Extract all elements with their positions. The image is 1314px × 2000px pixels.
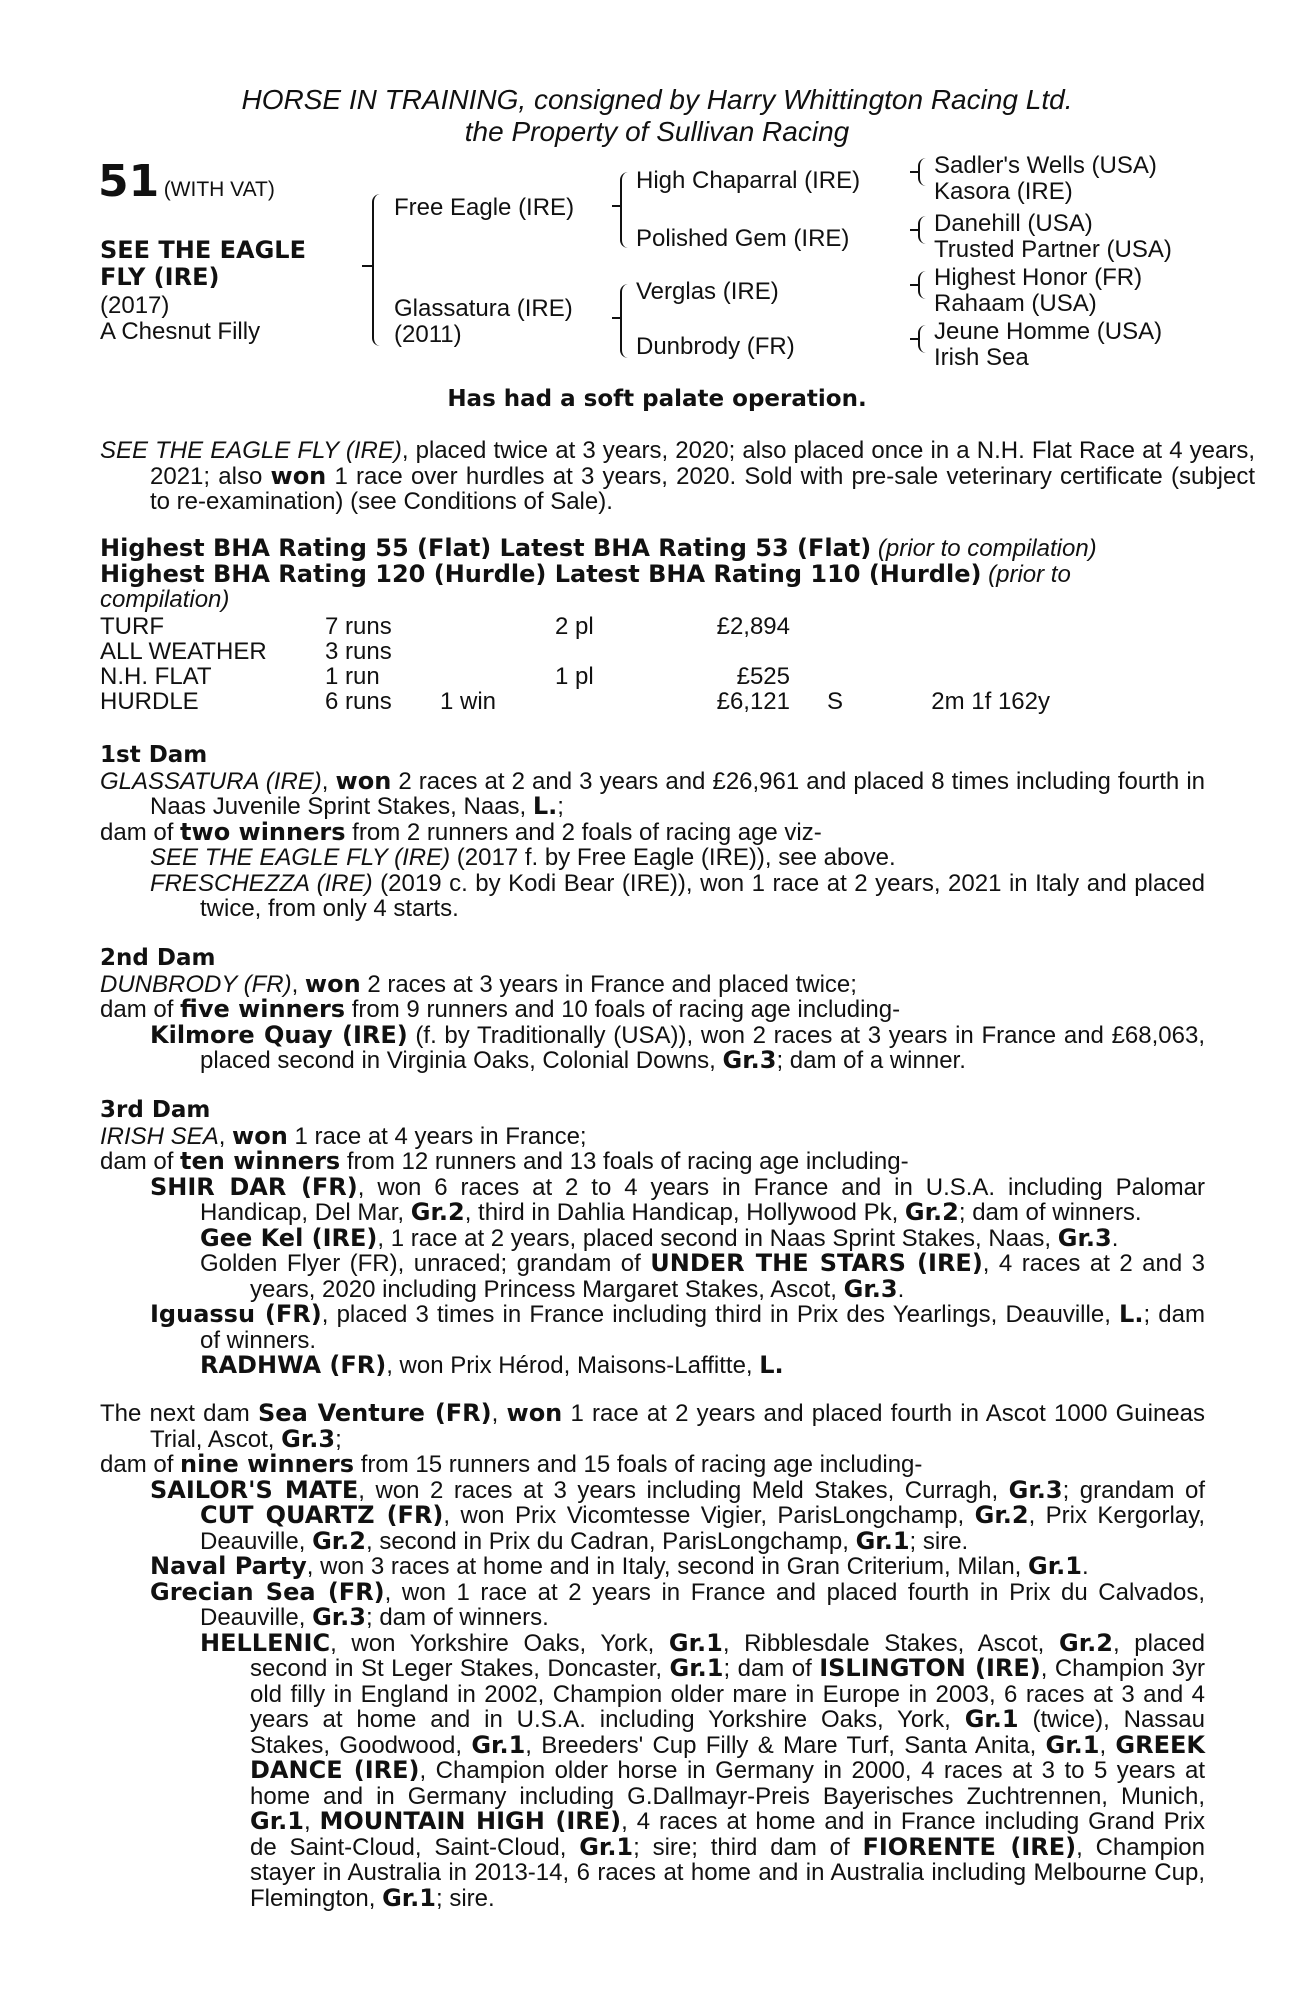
text: dam of	[100, 996, 181, 1023]
foal-text: ,	[303, 1808, 320, 1835]
won-label: won	[506, 1399, 563, 1427]
foal-text: ; sire.	[909, 1527, 969, 1555]
vet-note: Has had a soft palate operation.	[447, 386, 867, 412]
foal-name: UNDER THE STARS (IRE)	[650, 1249, 983, 1277]
performance-row	[100, 614, 1050, 639]
performance-row	[100, 664, 1050, 689]
perf-distance	[880, 664, 1050, 689]
foal-text: , won 2 races at 3 years including Meld Stakes, Curragh,	[358, 1476, 1009, 1504]
dam-brace	[620, 318, 629, 358]
winners-count: nine winners	[180, 1450, 355, 1478]
perf-wins	[440, 639, 555, 664]
hurdle-rating	[100, 559, 1205, 613]
gen3-4: Trusted Partner (USA)	[934, 236, 1172, 263]
foal-text: ; dam of winners.	[366, 1604, 549, 1631]
second-dam-record: DUNBRODY (FR), won 2 races at 3 years in France and placed twice;	[100, 969, 857, 998]
perf-runs: 1 run	[325, 663, 380, 690]
performance-row	[100, 639, 1050, 664]
foal-text: , Breeders' Cup Filly & Mare Turf, Santa Anita,	[525, 1731, 1046, 1759]
grade: Gr.1	[382, 1883, 436, 1912]
gen3-5: Highest Honor (FR)	[934, 264, 1143, 291]
grade: Gr.2	[410, 1198, 465, 1226]
winners-count: ten winners	[180, 1147, 341, 1175]
second-dam-section	[100, 946, 1205, 1074]
perf-earnings: £6,121	[716, 688, 790, 715]
perf-race-type: TURF	[100, 613, 164, 640]
foal-text: , 1 race at 2 years, placed second in Naas Sprint Stakes, Naas,	[377, 1224, 1058, 1252]
foal-text: , won Yorkshire Oaks, York,	[330, 1629, 669, 1657]
grade: Gr.3	[843, 1274, 898, 1303]
grade: Gr.2	[312, 1526, 366, 1555]
first-dam-heading: 1st Dam	[100, 742, 208, 768]
foal-text: ; dam of	[723, 1655, 820, 1682]
horse-description: A Chesnut Filly	[100, 318, 261, 345]
foal-name: HELLENIC	[200, 1628, 331, 1657]
punct: .	[1111, 1224, 1119, 1252]
punct: ;	[557, 793, 564, 820]
horse-name-line2: FLY (IRE)	[100, 263, 220, 291]
dam-text: 2 races at 3 years in France and placed twice;	[360, 970, 857, 998]
grade: Gr.1	[1028, 1552, 1082, 1580]
punct: .	[1081, 1553, 1089, 1580]
foal-name: SAILOR'S MATE	[150, 1475, 359, 1504]
foal-text: ,	[1099, 1731, 1116, 1759]
text: from 12 runners and 13 foals of racing age including-	[340, 1148, 909, 1175]
third-dam-heading: 3rd Dam	[100, 1097, 211, 1123]
text: from 15 runners and 15 foals of racing age including-	[354, 1451, 923, 1478]
g-brace	[918, 158, 926, 172]
foal-text: , Champion stayer in Australia in 2013-14, 6 races at home and in Australia including Melbourne Cup, Flemington,	[250, 1833, 1205, 1912]
perf-placed	[555, 639, 695, 664]
flat-rating-text: Highest BHA Rating 55 (Flat) Latest BHA Rating 53 (Flat)	[100, 534, 872, 562]
grade: Gr.1	[964, 1705, 1019, 1733]
grade: Gr.1	[250, 1807, 304, 1835]
produce-item	[100, 845, 1205, 871]
punct: ,	[491, 1400, 507, 1427]
text: dam of	[100, 1148, 181, 1175]
sire-brace	[612, 205, 620, 207]
grade: Gr.1	[1045, 1730, 1100, 1759]
g-brace	[910, 338, 918, 340]
first-dam-record: GLASSATURA (IRE), won 2 races at 2 and 3 years and £26,961 and placed 8 times including fourth in Naas Juvenile Sprint Stakes, Naas, L.;	[100, 766, 1205, 820]
pedigree-brace	[362, 265, 372, 267]
dam: Glassatura (IRE)	[394, 295, 573, 322]
third-dam-section	[100, 1098, 1205, 1379]
perf-placed	[555, 689, 695, 714]
sire-brace	[620, 206, 629, 248]
foal-text: , placed 3 times in France including third in Prix des Yearlings, Deauville,	[321, 1301, 1120, 1328]
foal-name: FRESCHEZZA (IRE)	[150, 869, 373, 897]
text: from 9 runners and 10 foals of racing age including-	[345, 996, 901, 1023]
g-brace	[918, 285, 926, 299]
third-dam-produce	[100, 1149, 1205, 1175]
grade: Gr.2	[904, 1198, 959, 1226]
second-dam-heading: 2nd Dam	[100, 945, 216, 971]
grade: Gr.3	[281, 1424, 336, 1453]
perf-race-type: HURDLE	[100, 688, 199, 715]
produce-item	[100, 1251, 1205, 1302]
winners-count: five winners	[180, 995, 346, 1023]
produce-item	[100, 1577, 1206, 1631]
g-brace	[918, 230, 926, 244]
summary-text: , placed twice at 3 years, 2020; also placed once in a N.H. Flat Race at 4 years, 2021; also	[150, 437, 1255, 490]
foal-text: , third in Dahlia Handicap, Hollywood Pk,	[464, 1199, 905, 1226]
grade: Gr.3	[722, 1046, 777, 1074]
next-dam-produce	[100, 1452, 1205, 1478]
foal-text: ; sire; third dam of	[633, 1833, 863, 1861]
rating-note: (prior to compilation)	[100, 560, 1071, 613]
pedigree-brace	[372, 270, 382, 346]
perf-earnings: £2,894	[716, 613, 790, 640]
foal-text: (f. by Traditionally (USA)), won 2 races at 3 years in France and £68,063, placed second in Virginia Oaks, Colonial Downs,	[200, 1021, 1205, 1074]
foal-text: , Prix Kergorlay, Deauville,	[200, 1502, 1206, 1555]
foal-name: MOUNTAIN HIGH (IRE)	[319, 1807, 622, 1835]
first-dam-produce	[100, 817, 1205, 846]
perf-placed: 1 pl	[555, 663, 594, 690]
gen3-8: Irish Sea	[934, 344, 1029, 371]
dam-name: IRISH SEA	[100, 1122, 219, 1150]
perf-going	[790, 664, 880, 689]
produce-item	[100, 1302, 1205, 1353]
perf-race-type: ALL WEATHER	[100, 638, 267, 665]
text: dam of	[100, 818, 181, 846]
vat-label: (WITH VAT)	[163, 178, 275, 201]
perf-going	[790, 614, 880, 639]
produce-item	[100, 1172, 1206, 1226]
perf-distance	[880, 614, 1050, 639]
performance-row	[100, 689, 1050, 714]
foal-text: Golden Flyer (FR), unraced; grandam of	[200, 1250, 651, 1277]
g-brace	[910, 229, 918, 231]
foal-name: Grecian Sea (FR)	[150, 1577, 385, 1606]
performance-table	[100, 614, 1050, 714]
g-brace	[918, 271, 926, 285]
foal-text: (2019 c. by Kodi Bear (IRE)), won 1 race at 2 years, 2021 in Italy and placed twice, from only 4 starts.	[200, 869, 1205, 922]
perf-earnings: £525	[736, 663, 790, 690]
g-brace	[918, 339, 926, 353]
perf-race-type: N.H. FLAT	[100, 663, 212, 690]
grade: Gr.1	[471, 1730, 526, 1759]
first-dam-section	[100, 743, 1205, 922]
dam-text: 1 race at 2 years and placed fourth in Ascot 1000 Guineas Trial, Ascot,	[150, 1400, 1205, 1453]
foal-name: GREEK DANCE (IRE)	[250, 1730, 1205, 1784]
dam-name: GLASSATURA (IRE)	[100, 767, 322, 795]
foal-text: , second in Prix du Cadran, ParisLongchamp,	[366, 1527, 856, 1555]
third-dam-record: IRISH SEA, won 1 race at 4 years in France;	[100, 1121, 587, 1150]
dam-text: 2 races at 2 and 3 years and £26,961 and placed 8 times including fourth in Naas Juvenile Sprint Stakes, Naas,	[150, 767, 1205, 820]
won-label: won	[232, 1121, 288, 1150]
dam-text: 1 race at 4 years in France;	[287, 1122, 587, 1150]
foal-name: Gee Kel (IRE)	[200, 1223, 378, 1252]
perf-going: S	[826, 688, 843, 715]
text: from 2 runners and 2 foals of racing age viz-	[345, 818, 822, 846]
perf-wins	[440, 614, 555, 639]
g-brace	[918, 172, 926, 186]
perf-earnings	[695, 639, 790, 664]
foal-text: , Ribblesdale Stakes, Ascot,	[722, 1629, 1059, 1657]
flat-rating	[100, 536, 1205, 562]
foal-text: , placed second in St Leger Stakes, Doncaster,	[250, 1629, 1205, 1682]
grade: Gr.3	[1008, 1475, 1063, 1504]
foal-text: , won Prix Vicomtesse Vigier, ParisLongchamp,	[443, 1502, 975, 1529]
g-brace	[910, 284, 918, 286]
dam-year: (2011)	[394, 321, 462, 348]
gen3-7: Jeune Homme (USA)	[934, 318, 1163, 345]
perf-placed: 2 pl	[555, 613, 594, 640]
gen3-3: Danehill (USA)	[934, 210, 1093, 237]
grade: Gr.2	[1059, 1628, 1113, 1657]
foal-text: , won 1 race at 2 years in France and placed fourth in Prix du Calvados, Deauville,	[200, 1578, 1206, 1631]
summary-paragraph	[100, 438, 1255, 515]
produce-item	[100, 1223, 1205, 1252]
grade: Gr.1	[855, 1526, 910, 1555]
punct: ;	[335, 1425, 342, 1453]
winners-count: two winners	[180, 817, 346, 846]
foal-text: ; sire.	[436, 1884, 495, 1912]
foal-name: ISLINGTON (IRE)	[819, 1654, 1041, 1682]
grade: Gr.3	[312, 1603, 366, 1631]
produce-item	[100, 1554, 1205, 1580]
dam-dam: Dunbrody (FR)	[636, 333, 795, 360]
produce-item	[100, 871, 1205, 922]
perf-runs: 7 runs	[325, 613, 392, 640]
foal-text: (twice), Nassau Stakes, Goodwood,	[250, 1706, 1205, 1759]
consignor-line: HORSE IN TRAINING, consigned by Harry Whittington Racing Ltd.	[241, 84, 1073, 115]
lot-number: 51	[98, 156, 160, 207]
foal-text: , Champion older horse in Germany in 2000, 4 races at 3 to 5 years at home and in Germany including G.Dallmayr-Preis Bayerisches Zuchtrennen, Munich,	[250, 1757, 1205, 1810]
gen3-6: Rahaam (USA)	[934, 290, 1097, 317]
perf-runs: 3 runs	[325, 638, 392, 665]
horse-name: SEE THE EAGLE FLY (IRE)	[100, 437, 402, 464]
foal-text: ; dam of winners.	[200, 1301, 1205, 1354]
foal-text: ; grandam of	[1062, 1476, 1206, 1504]
gen3-2: Kasora (IRE)	[934, 178, 1073, 205]
produce-item	[100, 1475, 1206, 1555]
summary-text: 1 race over hurdles at 3 years, 2020. Sold with pre-sale veterinary certificate (subject to re-examination) (see Conditions of Sale).	[150, 462, 1255, 515]
foal-text: , Champion 3yr old filly in England in 2002, Champion older mare in Europe in 2003, 6 races at 3 and 4 years at home and in U.S.A. including Yorkshire Oaks, York,	[250, 1655, 1206, 1733]
foal-name: Naval Party	[150, 1552, 307, 1580]
foal-text: , 4 races at 2 and 3 years, 2020 including Princess Margaret Stakes, Ascot,	[250, 1250, 1205, 1303]
grade: Gr.1	[669, 1654, 724, 1682]
second-dam-produce	[100, 997, 1205, 1023]
gen3-1: Sadler's Wells (USA)	[934, 152, 1157, 179]
grade: L.	[532, 792, 558, 820]
sire-sire: High Chaparral (IRE)	[636, 167, 861, 194]
dam-sire: Verglas (IRE)	[636, 278, 779, 305]
foal-name: SHIR DAR (FR)	[150, 1172, 358, 1201]
g-brace	[910, 171, 918, 173]
text: The next dam	[100, 1400, 258, 1427]
dam-name: DUNBRODY (FR)	[100, 970, 292, 998]
grade: L.	[1119, 1300, 1144, 1328]
dam-brace	[620, 284, 629, 318]
grade: Gr.1	[579, 1832, 634, 1861]
foal-text: , won Prix Hérod, Maisons-Laffitte,	[386, 1352, 760, 1379]
produce-item	[100, 1628, 1206, 1912]
foal-name: FIORENTE (IRE)	[862, 1832, 1077, 1861]
next-dam-section	[100, 1401, 1205, 1911]
perf-wins	[440, 664, 555, 689]
g-brace	[918, 325, 926, 339]
perf-distance	[880, 639, 1050, 664]
grade: Gr.2	[974, 1501, 1029, 1529]
lot-number-block	[98, 156, 275, 207]
property-line: the Property of Sullivan Racing	[464, 116, 850, 147]
ratings-block	[100, 536, 1205, 613]
foal-text: , won 6 races at 2 to 4 years in France and in U.S.A. including Palomar Handicap, Del Mar,	[200, 1173, 1206, 1226]
next-dam-record	[100, 1401, 1205, 1452]
grade: Gr.3	[1057, 1223, 1112, 1252]
produce-item	[100, 1353, 1205, 1379]
rating-note: (prior to compilation)	[871, 535, 1097, 562]
g-brace	[918, 216, 926, 230]
perf-runs: 6 runs	[325, 688, 392, 715]
sire-brace	[620, 172, 629, 206]
foal-text: , 4 races at home and in France including Grand Prix de Saint-Cloud, Saint-Cloud,	[250, 1808, 1205, 1861]
perf-distance: 2m 1f 162y	[931, 688, 1050, 715]
grade: Gr.1	[668, 1628, 723, 1657]
grade: L.	[759, 1351, 784, 1379]
foal-text: (2017 f. by Free Eagle (IRE)), see above.	[450, 844, 896, 871]
sire-dam: Polished Gem (IRE)	[636, 225, 850, 252]
foal-name: CUT QUARTZ (FR)	[200, 1501, 444, 1529]
perf-going	[790, 639, 880, 664]
won-label: won	[270, 461, 327, 490]
dam-name: Sea Venture (FR)	[258, 1399, 492, 1427]
won-label: won	[304, 969, 361, 998]
punct: .	[897, 1275, 905, 1303]
horse-name-line1: SEE THE EAGLE	[100, 236, 306, 264]
hurdle-rating-text: Highest BHA Rating 120 (Hurdle) Latest BHA Rating 110 (Hurdle)	[100, 559, 982, 588]
foal-name: Kilmore Quay (IRE)	[150, 1020, 408, 1049]
foal-name: Iguassu (FR)	[150, 1300, 322, 1328]
foal-text: ; dam of a winner.	[776, 1047, 966, 1074]
foal-name: RADHWA (FR)	[200, 1351, 387, 1379]
won-label: won	[335, 766, 392, 795]
foal-text: , won 3 races at home and in Italy, second in Gran Criterium, Milan,	[306, 1553, 1029, 1580]
dam-brace	[612, 317, 620, 319]
perf-wins: 1 win	[440, 688, 497, 715]
foal-name: SEE THE EAGLE FLY (IRE)	[150, 844, 451, 871]
foaling-year: (2017)	[100, 292, 170, 319]
pedigree-brace	[372, 194, 382, 270]
foal-text: ; dam of winners.	[958, 1199, 1142, 1226]
text: dam of	[100, 1451, 181, 1478]
produce-item	[100, 1020, 1205, 1074]
sire: Free Eagle (IRE)	[394, 194, 575, 221]
